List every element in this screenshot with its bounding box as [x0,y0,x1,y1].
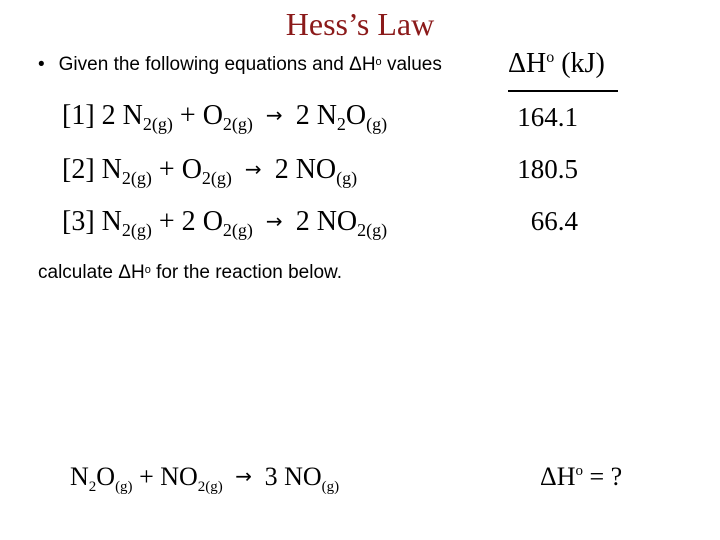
reactant: N [101,154,122,185]
target-dh-superscript: o [575,463,583,479]
dh-column-header [508,48,605,80]
product-subscript: 2 [336,114,346,134]
slide-title: Hess’s Law [285,6,435,42]
equation-2 [62,154,357,186]
reactant: N [122,100,143,131]
calculate-instruction [38,262,342,284]
reactant: O [181,154,202,185]
product-subscript: 2(g) [357,220,388,240]
product: 3 NO [264,462,322,491]
dh-header-underline [508,90,618,92]
reaction-arrow-icon: → [244,157,262,181]
equation-label: [2] [62,154,95,185]
plus-sign: + [179,100,203,131]
reaction-arrow-icon: → [235,464,253,488]
dh-value-3: 66.4 [530,206,578,236]
dh-header-superscript: o [546,49,555,66]
target-dh-symbol: ΔH [540,462,576,491]
bullet-dot: • [38,54,45,75]
dh-value-2: 180.5 [517,154,578,184]
product-subscript: (g) [366,114,388,134]
reactant-subscript: 2(g) [222,220,253,240]
reactant: O [202,206,223,237]
product: 2 NO [295,206,358,237]
product: 2 NO [274,154,337,185]
reactant: N [70,462,89,491]
calc-superscript: o [144,264,151,276]
equation-label: [3] [62,206,95,237]
target-dh-value: = ? [583,462,623,491]
target-dh [540,462,622,492]
product-subscript: (g) [336,168,358,188]
given-text-after: values [381,54,442,75]
plus-sign: + 2 [158,206,203,237]
given-text-before: Given the following equations and ΔH [58,54,376,75]
reactant-subscript: 2(g) [121,220,152,240]
given-statement [38,54,442,76]
dh-value-1: 164.1 [517,102,578,132]
reaction-arrow-icon: → [265,209,283,233]
equation-1 [62,100,387,132]
target-reaction [70,462,340,495]
calc-text-after: for the reaction below. [150,262,342,283]
reactant-subscript: 2(g) [121,168,152,188]
dh-header-symbol: ΔH [508,48,547,79]
reactant-subscript: 2(g) [142,114,173,134]
product: O [345,100,367,131]
product: 2 N [295,100,337,131]
reactant-subscript: 2 [88,479,97,495]
plus-sign: + [158,154,182,185]
calc-text-before: calculate ΔH [38,262,145,283]
reactant-subscript: 2(g) [222,114,253,134]
reactant: NO [160,462,198,491]
reactant-subscript: 2(g) [197,479,223,495]
reactant-subscript: 2(g) [201,168,232,188]
reactant-coefficient: 2 [101,100,123,131]
product-subscript: (g) [321,479,340,495]
reactant: O [96,462,116,491]
given-superscript: o [375,56,382,68]
equation-3 [62,206,387,238]
dh-header-unit: (kJ) [561,48,605,79]
reactant-subscript: (g) [115,479,133,495]
reactant: N [101,206,122,237]
plus-sign: + [132,462,161,491]
reaction-arrow-icon: → [265,103,283,127]
reactant: O [202,100,223,131]
equation-label: [1] [62,100,95,131]
